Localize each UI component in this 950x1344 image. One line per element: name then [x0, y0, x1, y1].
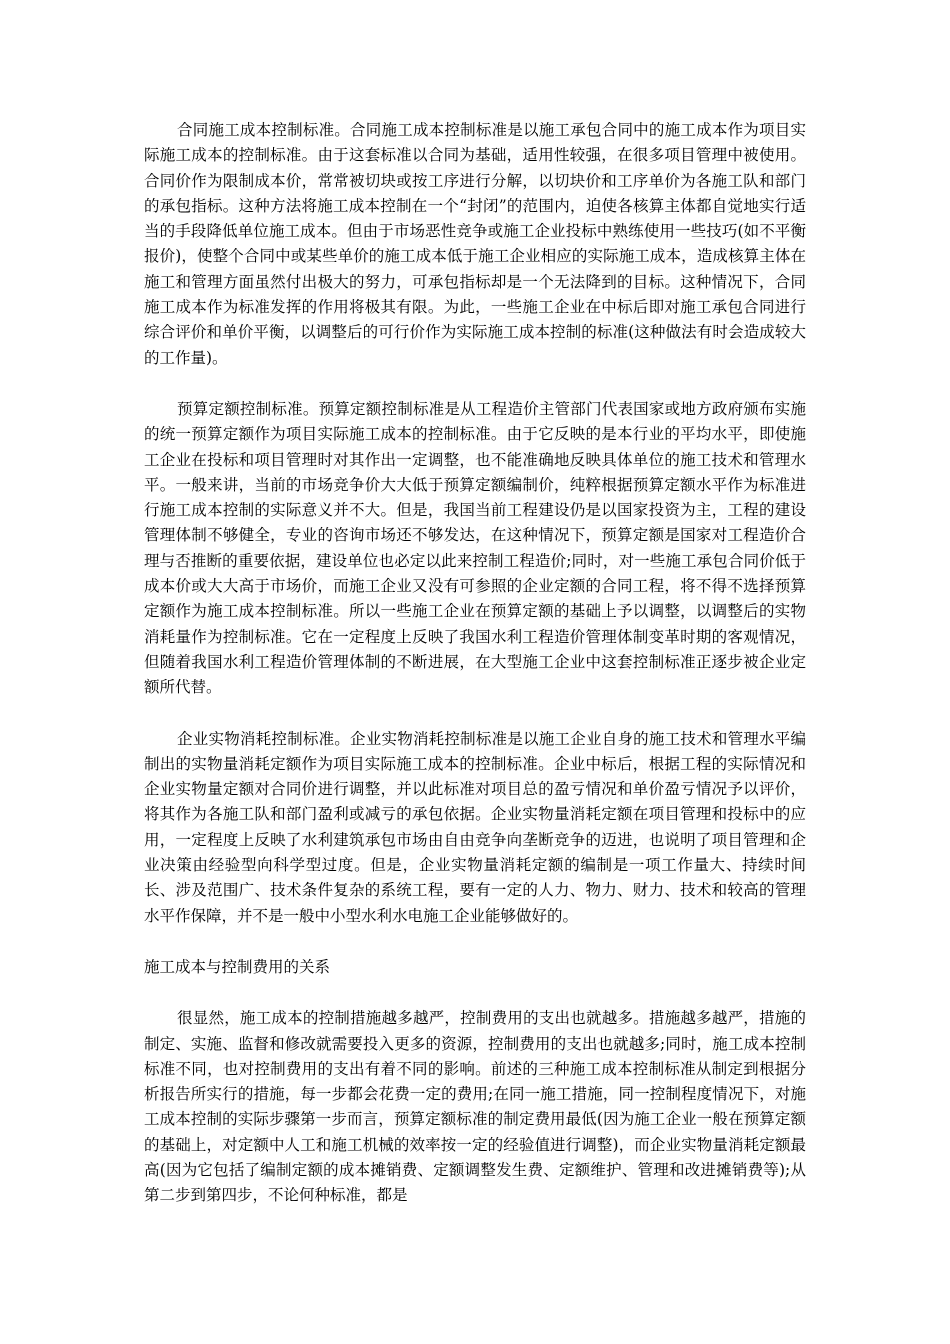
paragraph-spacer: [144, 980, 806, 1006]
section-heading: 施工成本与控制费用的关系: [144, 957, 331, 976]
document-page: [144, 118, 806, 1209]
paragraph-spacer: [144, 371, 806, 397]
paragraph-spacer: [144, 929, 806, 955]
paragraph-spacer: [144, 701, 806, 727]
paragraph-budget-quota-standard: 预算定额控制标准。预算定额控制标准是从工程造价主管部门代表国家或地方政府颁布实施的统一预算定额作为项目实际施工成本的控制标准。由于它反映的是本行业的平均水平，即使施工企业在投标和项目管理时对其作出一定调整，也不能准确地反映具体单位的施工技术和管理水平。一般来讲，当前的市场竞争价大大低于预算定额编制价，纯粹根据预算定额水平作为标准进行施工成本控制的实际意义并不大。但是，我国当前工程建设仍是以国家投资为主，工程的建设管理体制不够健全，专业的咨询市场还不够发达，在这种情况下，预算定额是国家对工程造价合理与否推断的重要依据，建设单位也必定以此来控制工程造价;同时，对一些施工承包合同价低于成本价或大大高于市场价，而施工企业又没有可参照的企业定额的合同工程，将不得不选择预算定额作为施工成本控制标准。所以一些施工企业在预算定额的基础上予以调整，以调整后的实物消耗量作为控制标准。它在一定程度上反映了我国水利工程造价管理体制变革时期的客观情况，但随着我国水利工程造价管理体制的不断进展，在大型施工企业中这套控制标准正逐步被企业定额所代替。: [144, 399, 806, 697]
paragraph-contract-cost-standard: 合同施工成本控制标准。合同施工成本控制标准是以施工承包合同中的施工成本作为项目实际施工成本的控制标准。由于这套标准以合同为基础，适用性较强，在很多项目管理中被使用。合同价作为限制成本价，常常被切块或按工序进行分解，以切块价和工序单价为各施工队和部门的承包指标。这种方法将施工成本控制在一个“封闭”的范围内，迫使各核算主体都自觉地实行适当的手段降低单位施工成本。但由于市场恶性竞争或施工企业投标中熟练使用一些技巧(如不平衡报价)，使整个合同中或某些单价的施工成本低于施工企业相应的实际施工成本，造成核算主体在施工和管理方面虽然付出极大的努力，可承包指标却是一个无法降到的目标。这种情况下，合同施工成本作为标准发挥的作用将极其有限。为此，一些施工企业在中标后即对施工承包合同进行综合评价和单价平衡，以调整后的可行价作为实际施工成本控制的标准(这种做法有时会造成较大的工作量)。: [144, 121, 806, 367]
paragraph-enterprise-consumption-standard: 企业实物消耗控制标准。企业实物消耗控制标准是以施工企业自身的施工技术和管理水平编制出的实物量消耗定额作为项目实际施工成本的控制标准。企业中标后，根据工程的实际情况和企业实物量定额对合同价进行调整，并以此标准对项目总的盈亏情况和单价盈亏情况予以评价，将其作为各施工队和部门盈利或减亏的承包依据。企业实物量消耗定额在项目管理和投标中的应用，一定程度上反映了水利建筑承包市场由自由竞争向垄断竞争的迈进，也说明了项目管理和企业决策由经验型向科学型过度。但是，企业实物量消耗定额的编制是一项工作量大、持续时间长、涉及范围广、技术条件复杂的系统工程，要有一定的人力、物力、财力、技术和较高的管理水平作保障，并不是一般中小型水利水电施工企业能够做好的。: [144, 729, 806, 925]
paragraph-cost-vs-control-fee: 很显然，施工成本的控制措施越多越严，控制费用的支出也就越多。措施越多越严，措施的制定、实施、监督和修改就需要投入更多的资源，控制费用的支出也就越多;同时，施工成本控制标准不同，也对控制费用的支出有着不同的影响。前述的三种施工成本控制标准从制定到根据分析报告所实行的措施，每一步都会花费一定的费用;在同一施工措施，同一控制程度情况下，对施工成本控制的实际步骤第一步而言，预算定额标准的制定费用最低(因为施工企业一般在预算定额的基础上，对定额中人工和施工机械的效率按一定的经验值进行调整)，而企业实物量消耗定额最高(因为它包括了编制定额的成本摊销费、定额调整发生费、定额维护、管理和改进摊销费等);从第二步到第四步，不论何种标准，都是: [144, 1009, 806, 1205]
